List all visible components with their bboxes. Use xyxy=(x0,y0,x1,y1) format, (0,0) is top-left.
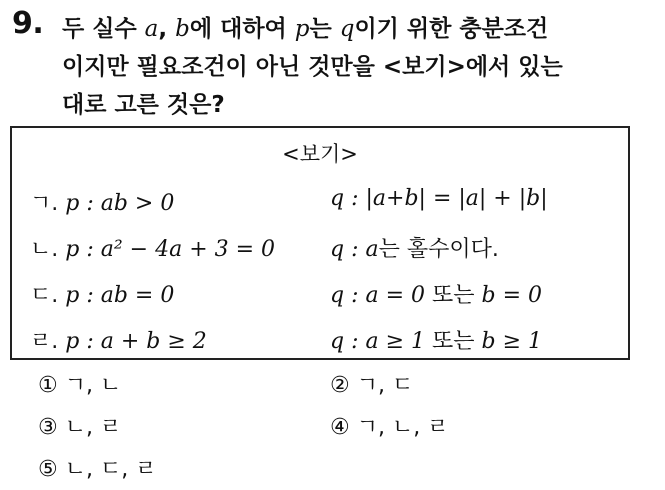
row-4-q-expr2: b ≥ 1 xyxy=(481,329,543,354)
row-3-q-suffix: 또는 xyxy=(432,283,482,308)
choice-1[interactable]: ① ㄱ, ㄴ xyxy=(38,373,122,398)
choice-2[interactable]: ② ㄱ, ㄷ xyxy=(330,373,414,398)
row-2-p xyxy=(30,232,275,263)
row-4-q-expr: : a ≥ 1 xyxy=(344,329,433,354)
variable-p: p xyxy=(294,16,310,42)
row-2-p-var: p xyxy=(65,237,80,262)
bogi-title: <보기> xyxy=(282,142,358,166)
row-3-p-expr: : ab = 0 xyxy=(79,283,175,308)
row-2-q xyxy=(330,232,499,263)
row-3-p-var: p xyxy=(65,283,80,308)
question-text-comma: , xyxy=(158,16,176,42)
question-text-pre: 두 실수 xyxy=(62,16,145,42)
question-line-2: 이지만 필요조건이 아닌 것만을 <보기>에서 있는 xyxy=(62,54,563,80)
choice-4[interactable]: ④ ㄱ, ㄴ, ㄹ xyxy=(330,415,449,440)
question-text-mid2: 는 xyxy=(309,16,340,42)
row-3-q xyxy=(330,278,542,309)
question-line-1 xyxy=(62,10,548,43)
row-3-q-var: q xyxy=(330,283,345,308)
variable-q: q xyxy=(339,16,355,42)
row-2-q-suffix: 는 홀수이다. xyxy=(378,237,499,262)
row-4-label: ㄹ. xyxy=(30,329,66,354)
bogi-box xyxy=(10,126,630,360)
row-1-q xyxy=(330,186,548,211)
row-3-p xyxy=(30,278,174,309)
row-2-p-expr: : a² − 4a + 3 = 0 xyxy=(79,237,276,262)
row-1-q-var: q xyxy=(330,186,345,211)
row-1-p-expr: : ab > 0 xyxy=(79,191,175,216)
row-2-q-var: q xyxy=(330,237,345,262)
row-1-p-var: p xyxy=(65,191,80,216)
row-4-q xyxy=(330,324,542,355)
row-4-p-var: p xyxy=(65,329,80,354)
variable-b: b xyxy=(175,16,190,42)
row-3-q-expr2: b = 0 xyxy=(481,283,543,308)
row-4-p xyxy=(30,324,207,355)
row-1-label: ㄱ. xyxy=(30,191,66,216)
question-text-mid1: 에 대하여 xyxy=(189,16,295,42)
choice-3[interactable]: ③ ㄴ, ㄹ xyxy=(38,415,122,440)
variable-a: a xyxy=(144,16,159,42)
row-2-label: ㄴ. xyxy=(30,237,66,262)
question-text-post: 이기 위한 충분조건 xyxy=(354,16,549,42)
row-4-q-suffix: 또는 xyxy=(432,329,482,354)
row-4-q-var: q xyxy=(330,329,345,354)
row-4-p-expr: : a + b ≥ 2 xyxy=(79,329,207,354)
row-3-label: ㄷ. xyxy=(30,283,66,308)
question-line-3: 대로 고른 것은? xyxy=(62,92,225,118)
question-number: 9. xyxy=(12,6,44,41)
row-3-q-expr: : a = 0 xyxy=(344,283,433,308)
choice-5[interactable]: ⑤ ㄴ, ㄷ, ㄹ xyxy=(38,457,157,482)
row-1-q-expr: : |a+b| = |a| + |b| xyxy=(344,186,548,211)
row-1-p xyxy=(30,186,174,217)
row-2-q-expr: : a xyxy=(344,237,379,262)
